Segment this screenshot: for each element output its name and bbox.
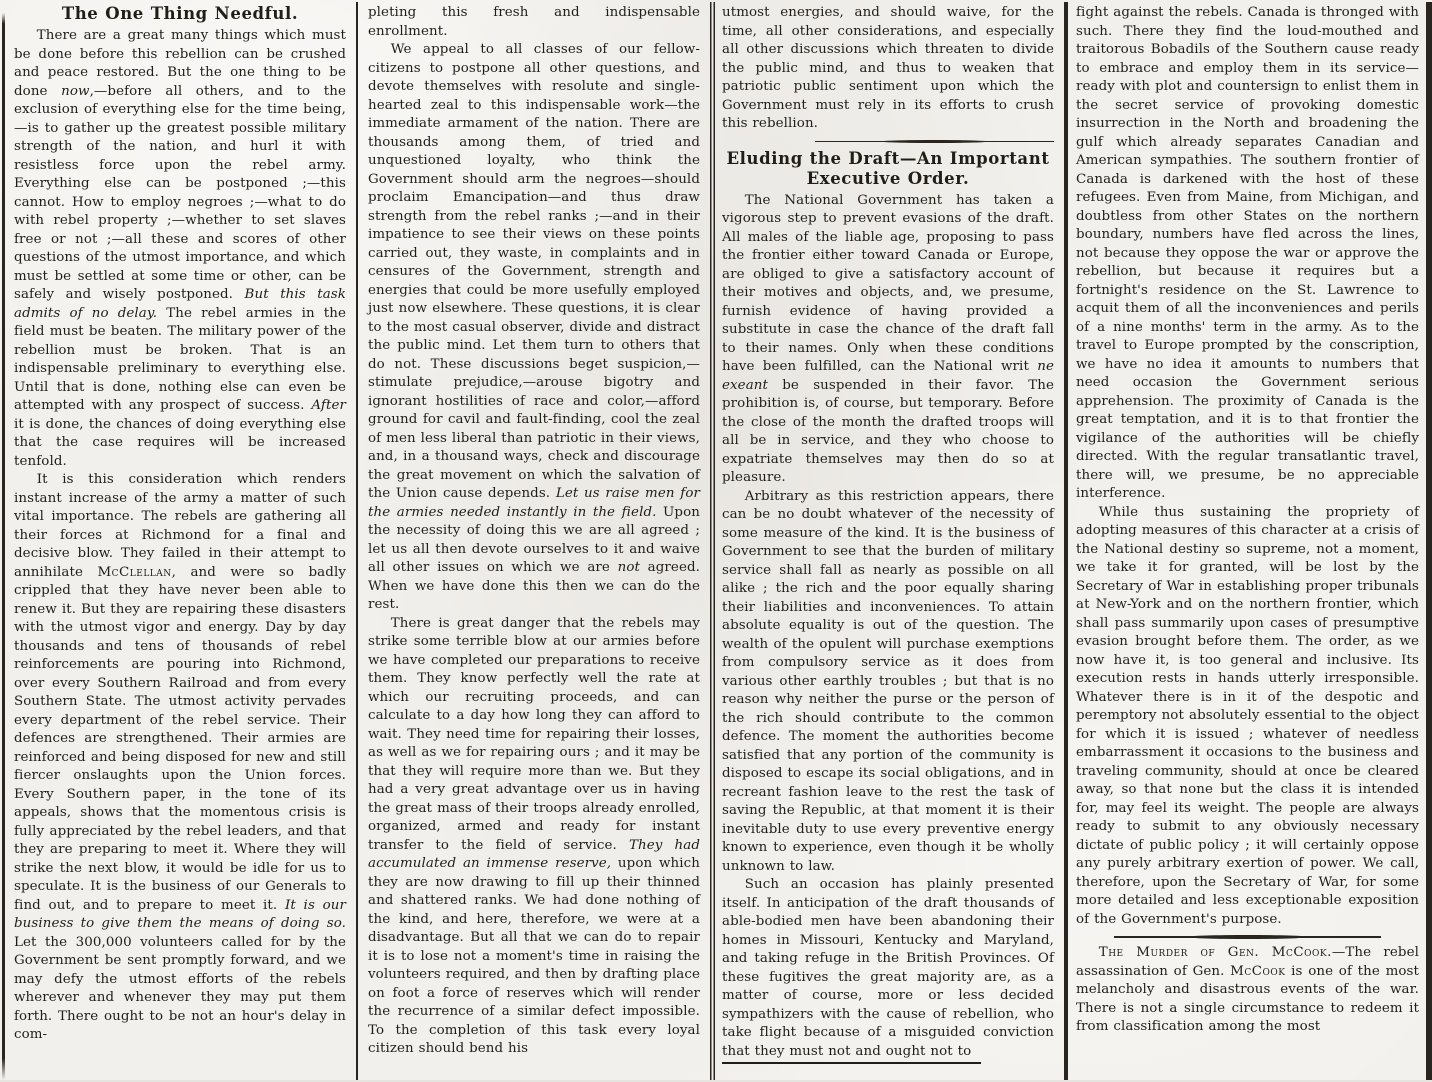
text-run: fight against the rebels. Canada is thronged with such. There they find the loud-mouthed and traitorous Bobadils of the Southern cause ready to embrace and employ them in its service—ready with plot and countersign to enlist them in the secret service of provoking domestic insurrection in the North and broadening the gulf which already separates Canadian and American sympathies. The southern frontier of Canada is darkened with the host of these refugees. Even from Maine, from Michigan, and doubtless from other States on the northern boundary, numbers have fled across the lines, not because they oppose the war or approve the rebellion, but because it requires but a fortnight's residence on the St. Lawrence to acquit them of all the inconveniences and perils of a nine months' term in the army. As to the travel to Europe prompted by the conscription, we have no idea it amounts to numbers that need occasion the Government serious apprehension. The proximity of Canada is the great temptation, and it is to that frontier the vigilance of the authorities will be chiefly directed. With the regular transatlantic travel, there will, we presume, be no appreciable interference.	[1076, 5, 1419, 501]
article-paragraph	[722, 192, 1054, 488]
text-run: pleting this fresh and indispensable enrollment.	[368, 5, 700, 39]
article-paragraph	[722, 4, 1054, 134]
column-bottom-rule	[722, 1062, 981, 1064]
article-headline	[722, 149, 1054, 189]
article-paragraph	[1076, 504, 1419, 930]
text-run: not	[617, 560, 640, 575]
text-run: But this task admits of no delay.	[14, 287, 346, 321]
section-divider	[815, 138, 1054, 144]
column-rule-3	[1059, 2, 1071, 1080]
article-headline	[14, 4, 346, 24]
column-rule-2	[705, 2, 717, 1080]
text-run: We appeal to all classes of our fellow-citizens to postpone all other questions, and devote themselves with resolute and single-hearted zeal to this indispensable work—the immediate armament of the nation. There are thousands among them, of tried and unquestioned loyalty, who think the Government should arm the negroes—should proclaim Emancipation—and thus draw strength from the rebel ranks ;—and in their impatience to see their views on these points carried out, they waste, in complaints and in censures of the Government, strength and energies that could be more usefully employed just now elsewhere. These questions, it is clear to the most casual observer, divide and distract the public mind. Let them turn to others that do not. These discussions beget suspicion,—stimulate prejudice,—arouse bigotry and ignorant hostilities of race and color,—afford ground for cavil and fault-finding, cool the zeal of men less liberal than patriotic in their views, and, in a thousand ways, check and discourage the great movement on which the salvation of the Union cause depends.	[368, 42, 700, 501]
text-run: is one of the most melancholy and disastrous events of the war. There is not a single circumstance to redeem it from classification among the most	[1076, 963, 1419, 1034]
right-edge-rule	[1426, 2, 1432, 1080]
text-run: McCook	[1230, 963, 1286, 979]
article-paragraph	[368, 4, 700, 41]
text-run: Such an occasion has plainly presented itself. In anticipation of the draft thousands of able-bodied men have been abandoning their homes in Missouri, Kentucky and Maryland, and taking refuge in the British Provinces. Of these fugitives the great majority are, as a matter of course, more or less decided sympathizers with the cause of rebellion, who take flight because of a misguided conviction that they must not and ought not to	[722, 877, 1054, 1059]
text-run: —The rebel assassination of Gen.	[1076, 945, 1419, 979]
newspaper-column-3	[717, 2, 1059, 1082]
text-run: Let us raise men for the armies needed instantly in the field.	[368, 486, 700, 520]
article-paragraph	[14, 471, 346, 1045]
text-run: While thus sustaining the propriety of adopting measures of this character at a crisis of the National destiny so supreme, not a moment, we take it for granted, will be lost by the Secretary of War in establishing proper tribunals at New-York and on the northern frontier, which shall pass summarily upon cases of presumptive evasion brought before them. The order, as we now have it, is too general and inclusive. Its execution rests in hands utterly irresponsible. Whatever there is in it of the despotic and peremptory not absolutely essential to the object for which it is issued ; whatever of needless embarrassment it occasions to the business and traveling community, should at once be cleared away, so that none but the class it is intended for, may feel its weight. The people are always ready to submit to any obviously necessary dictate of public policy ; it will certainly oppose any purely arbitrary exertion of power. We call, therefore, upon the Secretary of War, for some more detailed and less exceptionable exposition of the Government's purpose.	[1076, 504, 1419, 927]
text-run: The One Thing Needful.	[61, 4, 299, 23]
text-run: The rebel armies in the field must be beaten. The military power of the rebellion must be broken. That is an indispensable preliminary to everything else. Until that is done, nothing else can even be attempted with any prospect of success.	[14, 305, 347, 413]
newspaper-column-2	[363, 2, 705, 1082]
article-paragraph	[1076, 4, 1419, 504]
article-paragraph	[14, 27, 346, 471]
article-paragraph	[1076, 944, 1419, 1037]
text-run: ne exeant	[722, 359, 1054, 393]
text-run: The National Government has taken a vigorous step to prevent evasions of the draft. All males of the liable age, proposing to pass the frontier either toward Canada or Europe, are obliged to give a satisfactory account of their motives and objects, and, we presume, furnish evidence of having provided a substitute in case the chance of the draft fall to their names. Only when these conditions have been fulfilled, can the National writ	[722, 192, 1054, 374]
newspaper-column-4	[1071, 2, 1424, 1082]
newspaper-column-1	[9, 2, 351, 1082]
text-run: There are a great many things which must be done before this rebellion can be crushed and peace restored. But the one thing to be done	[14, 28, 346, 99]
text-run: There is great danger that the rebels may strike some terrible blow at our armies before we have completed our preparations to receive them. They know perfectly well the rate at which our recruiting proceeds, and can calculate to a day how long they can afford to wait. They need time for repairing their losses, as well as we for repairing ours ; and it may be that they will require more than we. But they had a very great advantage over us in having the great mass of their troops already enrolled, organized, armed and ready for instant transfer to the field of service.	[368, 615, 700, 853]
text-run: They had accumulated an immense reserve,	[368, 837, 700, 871]
text-run: utmost energies, and should waive, for the time, all other considerations, and especially all other discussions which threaten to divide the public mind, and thus to weaken that patriotic public sentiment upon which the Government must rely in its efforts to crush this rebellion.	[722, 5, 1054, 131]
article-paragraph	[722, 876, 1054, 1061]
text-run: Let the 300,000 volunteers called for by the Government be sent promptly forward, and we may defy the utmost efforts of the rebels wherever and whenever they may put them forth. There ought to be not an hour's delay in com-	[14, 934, 346, 1042]
article-paragraph	[368, 615, 700, 1059]
left-edge-rule	[2, 2, 5, 1080]
text-run: , and were so badly crippled that they have never been able to renew it. But they are repairing these disasters with the utmost vigor and energy. Day by day thousands and tens of thousands of rebel reinforcements are pouring into Richmond, over every Southern Railroad and from every Southern State. The utmost activity pervades every department of the rebel service. Their defences are strengthened. Their armies are reinforced and being disposed for new and still fiercer onslaughts upon the Union forces. Every Southern paper, in the tone of its appeals, shows that the momentous crisis is fully appreciated by the rebel leaders, and that they are preparing to meet it. Where they will strike the next blow, it would be idle for us to speculate. It is the business of our Generals to find out, and to prepare to meet it.	[14, 564, 346, 913]
text-run: now	[61, 83, 90, 99]
text-run: Arbitrary as this restriction appears, there can be no doubt whatever of the necessity of some measure of the kind. It is the business of Government to see that the burden of military service shall fall as nearly as possible on all alike ; the rich and the poor equally sharing their liabilities and inconveniences. To attain absolute equality is out of the question. The wealth of the opulent will purchase exemptions from compulsory service as it does from various other earthly troubles ; but that is no reason why neither the purse or the person of the rich should contribute to the common defence. The moment the authorities become satisfied that any portion of the community is disposed to escape its social obligations, and in recreant fashion leave to the rest the task of saving the Republic, at that moment it is their inevitable duty to use every preventive energy known to experience, even though it be wholly unknown to law.	[722, 488, 1054, 874]
column-rule-1	[351, 2, 363, 1080]
text-run: The Murder of Gen. McCook.	[1098, 945, 1332, 960]
text-run: Eluding the Draft—An Important Executive Order.	[726, 148, 1050, 188]
article-paragraph	[368, 41, 700, 615]
text-run: Upon the necessity of doing this we are all agreed ; let us all then devote ourselves to it and waive all other issues on which we are	[368, 504, 700, 575]
text-run: It is our business to give them the means of doing so.	[14, 897, 347, 931]
text-run: it is done, the chances of doing everything else that the case requires will be increased tenfold.	[14, 416, 346, 469]
text-run: It is this consideration which renders instant increase of the army a matter of such vital importance. The rebels are gathering all their forces at Richmond for a final and decisive blow. They failed in their attempt to annihilate	[14, 472, 346, 580]
article-paragraph	[722, 488, 1054, 877]
text-run: be suspended in their favor. The prohibition is, of course, but temporary. Before the close of the month the drafted troops will all be in service, and they who choose to expatriate themselves may then do so at pleasure.	[722, 377, 1054, 485]
text-run: After	[311, 398, 346, 413]
text-run: ,—before all others, and to the exclusion of everything else for the time being,—is to gather up the greatest possible military strength of the nation, and hurl it with resistless force upon the rebel army. Everything else can be postponed ;—this cannot. How to employ negroes ;—what to do with rebel property ;—whether to set slaves free or not ;—all these and scores of other questions of the utmost importance, and which must be settled at some time or other, can be safely and wisely postponed.	[14, 83, 346, 302]
text-run: agreed. When we have done this then we can do the rest.	[368, 560, 700, 612]
text-run: McClellan	[97, 564, 172, 580]
text-run: upon which they are now drawing to fill up their thinned and shattered ranks. We had done nothing of the kind, and here, therefore, we were at a disadvantage. But all that we can do to repair it is to lose not a moment's time in raising the volunteers required, and then by drafting place on foot a force of reserves which will render the recurrence of a similar defect impossible. To the completion of this task every loyal citizen should bend his	[368, 856, 700, 1056]
section-divider	[1114, 933, 1382, 939]
